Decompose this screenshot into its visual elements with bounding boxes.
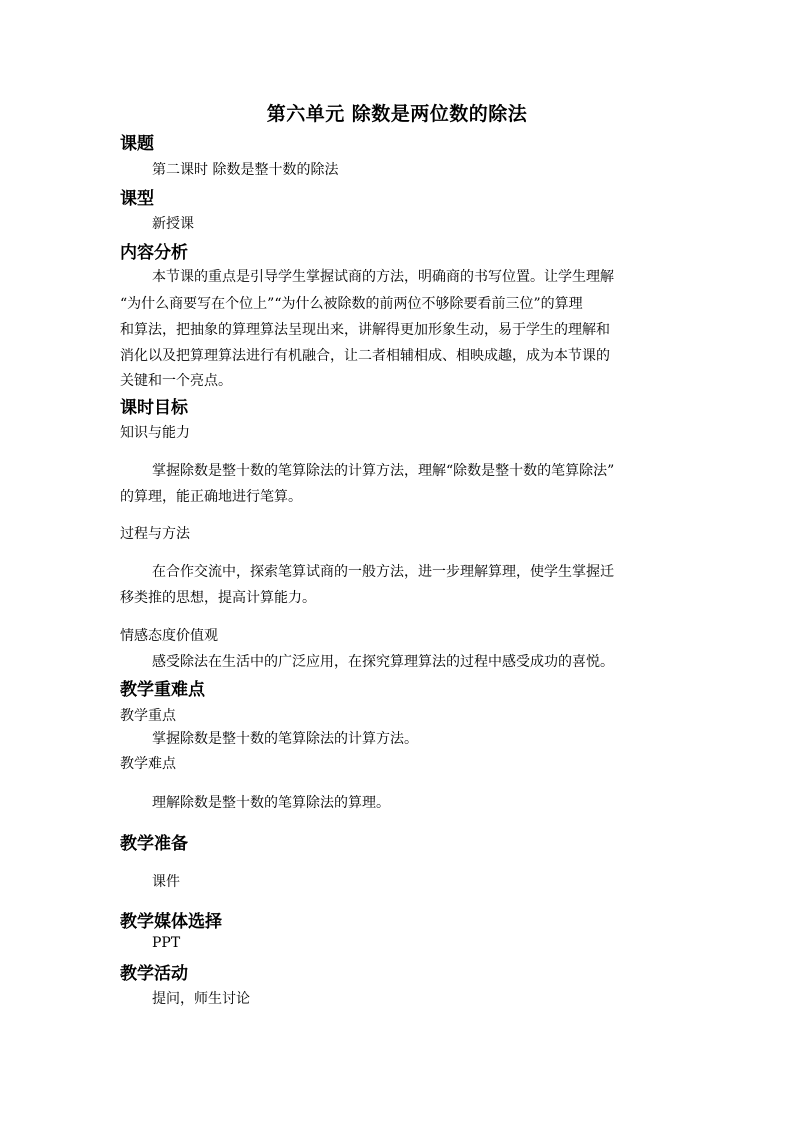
activity-value: 提问，师生讨论 <box>152 991 250 1007</box>
knowledge-line: 掌握除数是整十数的笔算除法的计算方法，理解“除数是整十数的笔算除法” <box>152 463 615 479</box>
analysis-heading: 内容分析 <box>120 243 188 263</box>
knowledge-line: 的算理，能正确地进行笔算。 <box>120 489 302 505</box>
media-value: PPT <box>152 935 181 951</box>
key-points-heading: 教学重难点 <box>120 680 205 700</box>
lesson-heading: 课题 <box>120 134 154 154</box>
media-heading: 教学媒体选择 <box>120 912 222 932</box>
process-label: 过程与方法 <box>120 526 190 542</box>
difficulty-value: 理解除数是整十数的笔算除法的算理。 <box>152 795 390 811</box>
activity-heading: 教学活动 <box>120 964 188 984</box>
process-line: 在合作交流中，探索笔算试商的一般方法，进一步理解算理，使学生掌握迁 <box>152 564 614 580</box>
difficulty-label: 教学难点 <box>120 756 176 772</box>
preparation-heading: 教学准备 <box>120 834 188 854</box>
analysis-line: 消化以及把算理算法进行有机融合，让二者相辅相成、相映成趣，成为本节课的 <box>120 348 610 364</box>
goals-heading: 课时目标 <box>120 398 188 418</box>
type-heading: 课型 <box>120 189 154 209</box>
process-line: 移类推的思想，提高计算能力。 <box>120 590 316 606</box>
analysis-line: 本节课的重点是引导学生掌握试商的方法，明确商的书写位置。让学生理解 <box>152 269 614 285</box>
analysis-line: “为什么商要写在个位上”“为什么被除数的前两位不够除要看前三位”的算理 <box>120 296 583 312</box>
focus-value: 掌握除数是整十数的笔算除法的计算方法。 <box>152 731 418 747</box>
emotion-value: 感受除法在生活中的广泛应用，在探究算理算法的过程中感受成功的喜悦。 <box>152 654 614 670</box>
preparation-value: 课件 <box>152 874 180 890</box>
type-value: 新授课 <box>152 216 194 232</box>
analysis-line: 关键和一个亮点。 <box>120 373 232 389</box>
document-title: 第六单元 除数是两位数的除法 <box>266 103 528 125</box>
analysis-line: 和算法，把抽象的算理算法呈现出来，讲解得更加形象生动，易于学生的理解和 <box>120 322 610 338</box>
emotion-label: 情感态度价值观 <box>120 628 218 644</box>
knowledge-label: 知识与能力 <box>120 425 190 441</box>
focus-label: 教学重点 <box>120 708 176 724</box>
lesson-value: 第二课时 除数是整十数的除法 <box>152 162 339 178</box>
